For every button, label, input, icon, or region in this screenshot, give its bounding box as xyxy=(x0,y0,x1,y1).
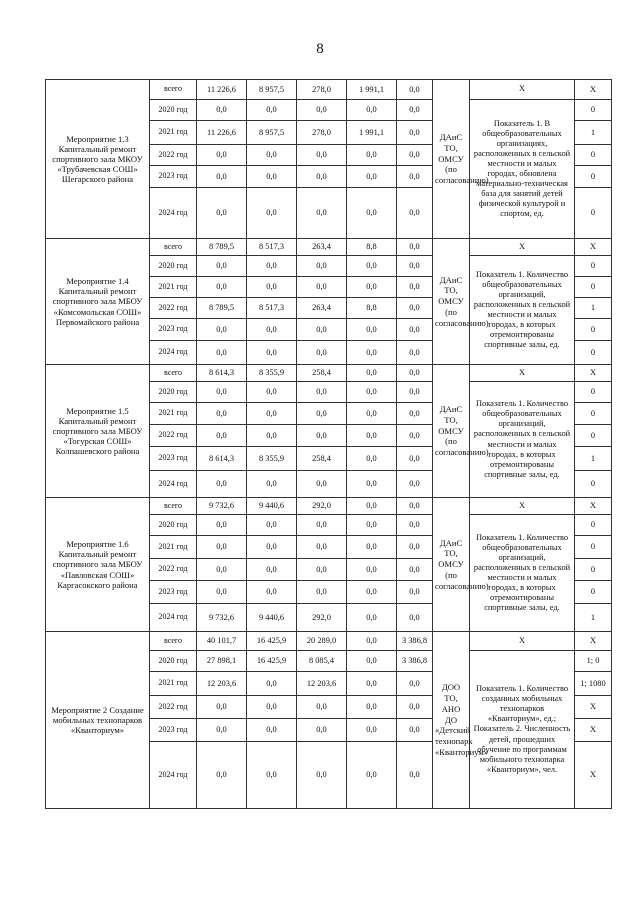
amount-total: 8 614,3 xyxy=(197,447,247,471)
amount-mb: 0,0 xyxy=(347,651,397,672)
amount-total: 8 789,5 xyxy=(197,298,247,319)
amount-fb: 0,0 xyxy=(247,536,297,559)
amount-mb: 0,0 xyxy=(347,403,397,425)
indicator-value: 0 xyxy=(575,145,612,166)
year-cell: 2022 год xyxy=(150,145,197,166)
year-cell: 2021 год xyxy=(150,536,197,559)
amount-fb: 0,0 xyxy=(247,742,297,809)
amount-mb: 0,0 xyxy=(347,365,397,382)
year-cell: 2024 год xyxy=(150,471,197,498)
amount-mb: 0,0 xyxy=(347,277,397,298)
amount-total: 0,0 xyxy=(197,256,247,277)
amount-vb: 0,0 xyxy=(397,277,433,298)
indicator-value: Х xyxy=(575,719,612,742)
amount-ob: 278,0 xyxy=(297,80,347,100)
indicator-value: 0 xyxy=(575,403,612,425)
amount-total: 9 732,6 xyxy=(197,604,247,632)
indicator-value: 1 xyxy=(575,604,612,632)
amount-vb: 0,0 xyxy=(397,515,433,536)
amount-total: 0,0 xyxy=(197,166,247,188)
amount-ob: 0,0 xyxy=(297,166,347,188)
amount-total: 27 898,1 xyxy=(197,651,247,672)
amount-vb: 0,0 xyxy=(397,239,433,256)
amount-mb: 0,0 xyxy=(347,742,397,809)
amount-total: 0,0 xyxy=(197,742,247,809)
indicator-value: Х xyxy=(575,742,612,809)
amount-fb: 8 517,3 xyxy=(247,239,297,256)
amount-ob: 0,0 xyxy=(297,341,347,365)
table-row xyxy=(46,365,612,382)
year-cell: 2023 год xyxy=(150,447,197,471)
amount-vb: 0,0 xyxy=(397,365,433,382)
amount-vb: 0,0 xyxy=(397,341,433,365)
year-cell: 2022 год xyxy=(150,298,197,319)
amount-fb: 0,0 xyxy=(247,403,297,425)
amount-ob: 0,0 xyxy=(297,256,347,277)
indicator-text: Показатель 1. Количество общеобразовательных организаций, расположенных в сельской местности и малых городах, в которых отремонтированы спортивные залы, ед. xyxy=(470,515,575,632)
amount-total: 0,0 xyxy=(197,425,247,447)
indicator-value: 1 xyxy=(575,447,612,471)
amount-mb: 8,8 xyxy=(347,298,397,319)
amount-total: 8 614,3 xyxy=(197,365,247,382)
amount-total: 9 732,6 xyxy=(197,498,247,515)
amount-vb: 3 386,8 xyxy=(397,632,433,651)
year-cell: 2023 год xyxy=(150,319,197,341)
amount-fb: 8 957,5 xyxy=(247,121,297,145)
indicator-header: Х xyxy=(470,498,575,515)
amount-vb: 0,0 xyxy=(397,425,433,447)
amount-vb: 0,0 xyxy=(397,382,433,403)
amount-ob: 0,0 xyxy=(297,100,347,121)
amount-vb: 0,0 xyxy=(397,536,433,559)
amount-ob: 0,0 xyxy=(297,145,347,166)
amount-vb: 0,0 xyxy=(397,100,433,121)
amount-fb: 8 517,3 xyxy=(247,298,297,319)
amount-ob: 0,0 xyxy=(297,719,347,742)
amount-vb: 0,0 xyxy=(397,80,433,100)
executor: ДАиС ТО, ОМСУ (по согласованию) xyxy=(433,365,470,498)
year-cell: 2020 год xyxy=(150,515,197,536)
amount-fb: 9 440,6 xyxy=(247,604,297,632)
amount-fb: 0,0 xyxy=(247,319,297,341)
amount-mb: 0,0 xyxy=(347,536,397,559)
amount-mb: 8,8 xyxy=(347,239,397,256)
amount-vb: 0,0 xyxy=(397,188,433,239)
indicator-text: Показатель 1. Количество созданных мобильных технопарков «Кванториум», ед.; Показатель 2. Численность детей, прошедших обучение по программам мобильного технопарка «Кванториум», чел. xyxy=(470,651,575,809)
amount-mb: 0,0 xyxy=(347,319,397,341)
amount-vb: 0,0 xyxy=(397,498,433,515)
amount-ob: 0,0 xyxy=(297,319,347,341)
year-cell: всего xyxy=(150,632,197,651)
amount-ob: 0,0 xyxy=(297,471,347,498)
amount-mb: 1 991,1 xyxy=(347,121,397,145)
amount-fb: 0,0 xyxy=(247,515,297,536)
amount-mb: 1 991,1 xyxy=(347,80,397,100)
amount-total: 0,0 xyxy=(197,696,247,719)
indicator-value: 0 xyxy=(575,341,612,365)
amount-mb: 0,0 xyxy=(347,515,397,536)
year-cell: всего xyxy=(150,498,197,515)
indicator-text: Показатель 1. Количество общеобразовательных организаций, расположенных в сельской местности и малых городах, в которых отремонтированы спортивные залы, ед. xyxy=(470,382,575,498)
amount-vb: 0,0 xyxy=(397,696,433,719)
amount-fb: 8 355,9 xyxy=(247,447,297,471)
year-cell: 2020 год xyxy=(150,256,197,277)
page-number: 8 xyxy=(316,41,324,57)
amount-fb: 0,0 xyxy=(247,581,297,604)
year-cell: 2021 год xyxy=(150,277,197,298)
amount-total: 0,0 xyxy=(197,559,247,581)
amount-vb: 0,0 xyxy=(397,559,433,581)
amount-vb: 0,0 xyxy=(397,672,433,696)
amount-ob: 0,0 xyxy=(297,696,347,719)
indicator-value: 1; 0 xyxy=(575,651,612,672)
amount-vb: 0,0 xyxy=(397,145,433,166)
amount-ob: 278,0 xyxy=(297,121,347,145)
year-cell: 2024 год xyxy=(150,341,197,365)
indicator-header: Х xyxy=(470,365,575,382)
amount-ob: 292,0 xyxy=(297,604,347,632)
table-row xyxy=(46,239,612,256)
indicator-value: Х xyxy=(575,365,612,382)
amount-ob: 0,0 xyxy=(297,536,347,559)
amount-total: 0,0 xyxy=(197,188,247,239)
amount-mb: 0,0 xyxy=(347,188,397,239)
executor: ДАиС ТО, ОМСУ (по согласованию) xyxy=(433,239,470,365)
event-name: Мероприятие 1.5 Капитальный ремонт спортивного зала МБОУ «Тогурская СОШ» Колпашевского района xyxy=(46,365,150,498)
table-row xyxy=(46,498,612,515)
indicator-value: 0 xyxy=(575,559,612,581)
year-cell: 2020 год xyxy=(150,100,197,121)
executor: ДАиС ТО, ОМСУ (по согласованию) xyxy=(433,80,470,239)
amount-total: 0,0 xyxy=(197,100,247,121)
amount-mb: 0,0 xyxy=(347,166,397,188)
amount-mb: 0,0 xyxy=(347,498,397,515)
amount-mb: 0,0 xyxy=(347,145,397,166)
amount-ob: 292,0 xyxy=(297,498,347,515)
amount-fb: 0,0 xyxy=(247,256,297,277)
indicator-value: 0 xyxy=(575,100,612,121)
year-cell: всего xyxy=(150,365,197,382)
amount-mb: 0,0 xyxy=(347,696,397,719)
indicator-value: 0 xyxy=(575,536,612,559)
amount-total: 8 789,5 xyxy=(197,239,247,256)
indicator-value: Х xyxy=(575,696,612,719)
amount-total: 0,0 xyxy=(197,341,247,365)
indicator-value: 0 xyxy=(575,515,612,536)
amount-fb: 0,0 xyxy=(247,719,297,742)
amount-total: 0,0 xyxy=(197,403,247,425)
indicator-value: 0 xyxy=(575,188,612,239)
amount-vb: 0,0 xyxy=(397,256,433,277)
amount-ob: 0,0 xyxy=(297,559,347,581)
indicator-value: 0 xyxy=(575,425,612,447)
amount-total: 0,0 xyxy=(197,277,247,298)
table-row xyxy=(46,632,612,651)
amount-vb: 0,0 xyxy=(397,581,433,604)
amount-total: 40 101,7 xyxy=(197,632,247,651)
indicator-header: Х xyxy=(470,632,575,651)
amount-vb: 0,0 xyxy=(397,742,433,809)
amount-mb: 0,0 xyxy=(347,382,397,403)
amount-mb: 0,0 xyxy=(347,471,397,498)
amount-fb: 9 440,6 xyxy=(247,498,297,515)
year-cell: 2021 год xyxy=(150,672,197,696)
indicator-value: 1; 1080 xyxy=(575,672,612,696)
indicator-value: 0 xyxy=(575,277,612,298)
indicator-value: 0 xyxy=(575,256,612,277)
indicator-value: 1 xyxy=(575,298,612,319)
amount-fb: 0,0 xyxy=(247,471,297,498)
amount-ob: 0,0 xyxy=(297,581,347,604)
year-cell: 2022 год xyxy=(150,425,197,447)
amount-ob: 12 203,6 xyxy=(297,672,347,696)
amount-mb: 0,0 xyxy=(347,447,397,471)
executor: ДОО ТО, АНО ДО «Детский технопарк «Кванториум» xyxy=(433,632,470,809)
amount-vb: 0,0 xyxy=(397,719,433,742)
amount-mb: 0,0 xyxy=(347,719,397,742)
indicator-value: Х xyxy=(575,239,612,256)
amount-vb: 0,0 xyxy=(397,166,433,188)
amount-vb: 0,0 xyxy=(397,121,433,145)
executor: ДАиС ТО, ОМСУ (по согласованию) xyxy=(433,498,470,632)
year-cell: 2021 год xyxy=(150,121,197,145)
indicator-text: Показатель 1. В общеобразовательных организациях, расположенных в сельской местности и малых городах, обновлена материально-техническая база для занятий детей физической культурой и спортом, ед. xyxy=(470,100,575,239)
amount-fb: 0,0 xyxy=(247,100,297,121)
amount-total: 0,0 xyxy=(197,382,247,403)
amount-fb: 0,0 xyxy=(247,188,297,239)
amount-vb: 0,0 xyxy=(397,447,433,471)
program-table xyxy=(45,79,612,809)
amount-mb: 0,0 xyxy=(347,100,397,121)
indicator-value: 0 xyxy=(575,581,612,604)
indicator-header: Х xyxy=(470,80,575,100)
amount-ob: 0,0 xyxy=(297,742,347,809)
amount-fb: 0,0 xyxy=(247,696,297,719)
amount-mb: 0,0 xyxy=(347,559,397,581)
amount-vb: 0,0 xyxy=(397,604,433,632)
amount-vb: 0,0 xyxy=(397,298,433,319)
year-cell: всего xyxy=(150,80,197,100)
amount-ob: 0,0 xyxy=(297,515,347,536)
amount-total: 0,0 xyxy=(197,471,247,498)
event-name: Мероприятие 1.6 Капитальный ремонт спортивного зала МБОУ «Павловская СОШ» Каргасокского района xyxy=(46,498,150,632)
year-cell: 2023 год xyxy=(150,166,197,188)
event-name: Мероприятие 1.3 Капитальный ремонт спортивного зала МКОУ «Трубачевская СОШ» Шегарского района xyxy=(46,80,150,239)
indicator-value: 0 xyxy=(575,166,612,188)
year-cell: 2024 год xyxy=(150,188,197,239)
amount-ob: 0,0 xyxy=(297,403,347,425)
amount-mb: 0,0 xyxy=(347,341,397,365)
amount-fb: 8 957,5 xyxy=(247,80,297,100)
amount-total: 0,0 xyxy=(197,581,247,604)
indicator-value: Х xyxy=(575,632,612,651)
year-cell: 2022 год xyxy=(150,559,197,581)
event-name: Мероприятие 1.4 Капитальный ремонт спортивного зала МБОУ «Комсомольская СОШ» Первомайского района xyxy=(46,239,150,365)
amount-mb: 0,0 xyxy=(347,581,397,604)
amount-fb: 0,0 xyxy=(247,145,297,166)
year-cell: 2023 год xyxy=(150,719,197,742)
year-cell: 2020 год xyxy=(150,651,197,672)
indicator-header: Х xyxy=(470,239,575,256)
amount-fb: 0,0 xyxy=(247,672,297,696)
amount-total: 0,0 xyxy=(197,536,247,559)
amount-total: 0,0 xyxy=(197,515,247,536)
amount-mb: 0,0 xyxy=(347,256,397,277)
indicator-value: 0 xyxy=(575,471,612,498)
indicator-value: Х xyxy=(575,80,612,100)
indicator-value: 0 xyxy=(575,382,612,403)
amount-ob: 258,4 xyxy=(297,447,347,471)
amount-fb: 0,0 xyxy=(247,559,297,581)
indicator-text: Показатель 1. Количество общеобразовательных организаций, расположенных в сельской местности и малых городах, в которых отремонтированы спортивные залы, ед. xyxy=(470,256,575,365)
year-cell: 2020 год xyxy=(150,382,197,403)
amount-fb: 0,0 xyxy=(247,425,297,447)
amount-ob: 258,4 xyxy=(297,365,347,382)
amount-ob: 0,0 xyxy=(297,277,347,298)
amount-total: 0,0 xyxy=(197,319,247,341)
amount-fb: 16 425,9 xyxy=(247,632,297,651)
amount-total: 0,0 xyxy=(197,145,247,166)
amount-fb: 16 425,9 xyxy=(247,651,297,672)
year-cell: 2024 год xyxy=(150,604,197,632)
year-cell: всего xyxy=(150,239,197,256)
amount-ob: 263,4 xyxy=(297,239,347,256)
amount-vb: 3 386,8 xyxy=(397,651,433,672)
amount-vb: 0,0 xyxy=(397,319,433,341)
amount-fb: 0,0 xyxy=(247,341,297,365)
amount-fb: 8 355,9 xyxy=(247,365,297,382)
amount-vb: 0,0 xyxy=(397,471,433,498)
amount-total: 11 226,6 xyxy=(197,121,247,145)
amount-fb: 0,0 xyxy=(247,277,297,298)
indicator-value: Х xyxy=(575,498,612,515)
amount-ob: 0,0 xyxy=(297,188,347,239)
amount-mb: 0,0 xyxy=(347,672,397,696)
amount-fb: 0,0 xyxy=(247,382,297,403)
amount-total: 12 203,6 xyxy=(197,672,247,696)
amount-total: 11 226,6 xyxy=(197,80,247,100)
amount-ob: 20 289,0 xyxy=(297,632,347,651)
amount-vb: 0,0 xyxy=(397,403,433,425)
amount-ob: 0,0 xyxy=(297,382,347,403)
year-cell: 2023 год xyxy=(150,581,197,604)
event-name: Мероприятие 2 Создание мобильных технопарков «Кванториум» xyxy=(46,632,150,809)
amount-total: 0,0 xyxy=(197,719,247,742)
amount-mb: 0,0 xyxy=(347,604,397,632)
year-cell: 2021 год xyxy=(150,403,197,425)
year-cell: 2022 год xyxy=(150,696,197,719)
amount-ob: 263,4 xyxy=(297,298,347,319)
indicator-value: 0 xyxy=(575,319,612,341)
amount-mb: 0,0 xyxy=(347,425,397,447)
table-row xyxy=(46,80,612,100)
amount-ob: 8 085,4 xyxy=(297,651,347,672)
amount-mb: 0,0 xyxy=(347,632,397,651)
year-cell: 2024 год xyxy=(150,742,197,809)
indicator-value: 1 xyxy=(575,121,612,145)
amount-ob: 0,0 xyxy=(297,425,347,447)
amount-fb: 0,0 xyxy=(247,166,297,188)
